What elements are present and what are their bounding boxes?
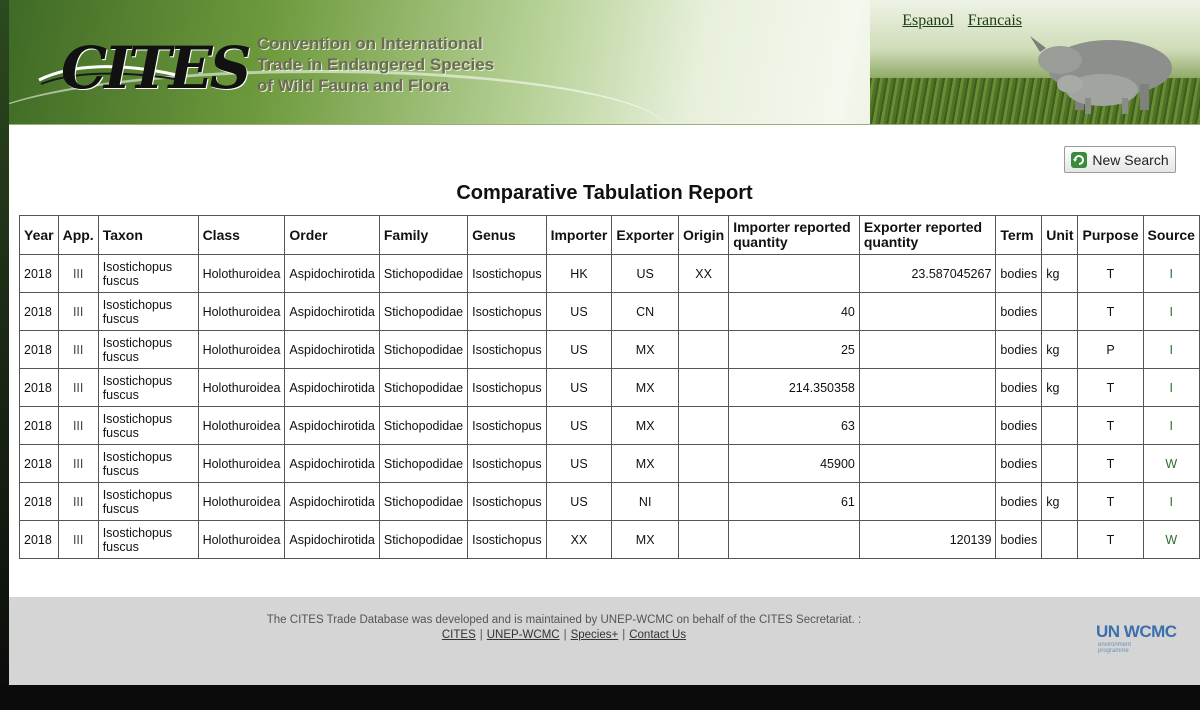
report-table-body (20, 255, 1200, 559)
cell-family: Stichopodidae (379, 483, 467, 521)
cell-source: I (1143, 407, 1200, 445)
cites-logo-text: CITES (61, 34, 249, 102)
footer-links (9, 628, 1119, 643)
column-header-purpose[interactable]: Purpose (1078, 216, 1143, 255)
new-search-label: New Search (1092, 151, 1169, 168)
cell-term: bodies (996, 445, 1042, 483)
cell-exporter: MX (612, 521, 679, 559)
table-row (20, 407, 1200, 445)
footer-link-species-plus[interactable]: Species+ (570, 629, 619, 641)
table-header-row (20, 216, 1200, 255)
column-header-app[interactable]: App. (58, 216, 98, 255)
cell-source: I (1143, 331, 1200, 369)
cell-genus: Isostichopus (468, 483, 546, 521)
site-title-line-1: Convention on International (257, 34, 483, 53)
footer-link-cites[interactable]: CITES (441, 629, 476, 641)
cell-year: 2018 (20, 407, 59, 445)
cell-exporter-quantity (859, 293, 996, 331)
cell-purpose: T (1078, 369, 1143, 407)
cell-genus: Isostichopus (468, 407, 546, 445)
table-row (20, 521, 1200, 559)
cell-importer: US (546, 483, 612, 521)
cell-family: Stichopodidae (379, 293, 467, 331)
cell-order: Aspidochirotida (285, 483, 379, 521)
cell-taxon: Isostichopus fuscus (98, 255, 198, 293)
cell-origin (678, 369, 728, 407)
cell-year: 2018 (20, 483, 59, 521)
cell-year: 2018 (20, 369, 59, 407)
cell-year: 2018 (20, 331, 59, 369)
cell-appendix: III (58, 407, 98, 445)
cell-exporter-quantity (859, 483, 996, 521)
cell-exporter-quantity (859, 407, 996, 445)
cell-importer: US (546, 445, 612, 483)
cell-term: bodies (996, 521, 1042, 559)
site-header (9, 0, 1200, 125)
cell-importer: US (546, 407, 612, 445)
cell-unit: kg (1042, 331, 1078, 369)
column-header-year[interactable]: Year (20, 216, 59, 255)
cell-genus: Isostichopus (468, 445, 546, 483)
unep-logo-subtitle (1098, 642, 1131, 654)
cell-importer: HK (546, 255, 612, 293)
column-header-source[interactable]: Source (1143, 216, 1200, 255)
cell-term: bodies (996, 293, 1042, 331)
cell-importer-quantity: 61 (729, 483, 860, 521)
cell-family: Stichopodidae (379, 445, 467, 483)
column-header-exporter-quantity[interactable]: Exporter reported quantity (859, 216, 996, 255)
cell-origin (678, 521, 728, 559)
column-header-importer-quantity[interactable]: Importer reported quantity (729, 216, 860, 255)
table-row (20, 483, 1200, 521)
cell-source: W (1143, 521, 1200, 559)
table-row (20, 369, 1200, 407)
footer-text-block (9, 613, 1119, 643)
cell-class: Holothuroidea (198, 407, 285, 445)
cell-term: bodies (996, 483, 1042, 521)
cell-exporter-quantity: 120139 (859, 521, 996, 559)
cell-source: I (1143, 255, 1200, 293)
report-title: Comparative Tabulation Report (456, 182, 753, 204)
cell-order: Aspidochirotida (285, 331, 379, 369)
cell-class: Holothuroidea (198, 331, 285, 369)
cell-appendix: III (58, 521, 98, 559)
cell-family: Stichopodidae (379, 407, 467, 445)
cell-importer-quantity: 45900 (729, 445, 860, 483)
cell-origin (678, 483, 728, 521)
cell-purpose: T (1078, 255, 1143, 293)
cites-logo[interactable] (31, 18, 249, 102)
cell-appendix: III (58, 255, 98, 293)
cell-exporter-quantity (859, 369, 996, 407)
cell-taxon: Isostichopus fuscus (98, 445, 198, 483)
table-row (20, 445, 1200, 483)
column-header-term[interactable]: Term (996, 216, 1042, 255)
cell-taxon: Isostichopus fuscus (98, 407, 198, 445)
cell-exporter: MX (612, 407, 679, 445)
cell-year: 2018 (20, 293, 59, 331)
footer-separator: | (563, 629, 567, 641)
cell-unit: kg (1042, 483, 1078, 521)
cell-order: Aspidochirotida (285, 369, 379, 407)
cell-unit (1042, 445, 1078, 483)
cell-taxon: Isostichopus fuscus (98, 369, 198, 407)
cell-purpose: T (1078, 483, 1143, 521)
refresh-icon (1071, 152, 1087, 168)
cell-source: W (1143, 445, 1200, 483)
cell-exporter-quantity (859, 445, 996, 483)
cell-genus: Isostichopus (468, 255, 546, 293)
cell-importer-quantity: 63 (729, 407, 860, 445)
bottom-black-bar (0, 685, 1200, 710)
column-header-family[interactable]: Family (379, 216, 467, 255)
cell-family: Stichopodidae (379, 255, 467, 293)
cell-taxon: Isostichopus fuscus (98, 521, 198, 559)
language-link-espanol[interactable]: Espanol (902, 12, 954, 29)
footer-separator: | (622, 629, 626, 641)
cell-appendix: III (58, 293, 98, 331)
cell-importer: US (546, 293, 612, 331)
table-row (20, 331, 1200, 369)
cell-term: bodies (996, 369, 1042, 407)
footer-credit: The CITES Trade Database was developed and is maintained by UNEP-WCMC on behalf of the CITES Secretariat. : (266, 614, 862, 626)
cell-unit: kg (1042, 369, 1078, 407)
cell-exporter: MX (612, 369, 679, 407)
cell-importer-quantity: 40 (729, 293, 860, 331)
cell-origin (678, 331, 728, 369)
cell-order: Aspidochirotida (285, 445, 379, 483)
cell-family: Stichopodidae (379, 331, 467, 369)
cell-appendix: III (58, 445, 98, 483)
unep-logo-subtitle-line: programme (1098, 648, 1129, 654)
cell-appendix: III (58, 483, 98, 521)
unep-logo-subtitle-line: environment (1098, 642, 1132, 648)
cell-order: Aspidochirotida (285, 255, 379, 293)
cell-unit: kg (1042, 255, 1078, 293)
cell-year: 2018 (20, 445, 59, 483)
language-links (892, 12, 1022, 30)
cell-importer-quantity: 214.350358 (729, 369, 860, 407)
table-row (20, 255, 1200, 293)
language-link-francais[interactable]: Francais (967, 12, 1022, 29)
cell-unit (1042, 407, 1078, 445)
cell-purpose: T (1078, 445, 1143, 483)
cell-genus: Isostichopus (468, 331, 546, 369)
cell-purpose: T (1078, 521, 1143, 559)
cell-order: Aspidochirotida (285, 293, 379, 331)
cell-source: I (1143, 293, 1200, 331)
site-footer (9, 597, 1200, 685)
cell-class: Holothuroidea (198, 445, 285, 483)
cell-unit (1042, 521, 1078, 559)
cell-source: I (1143, 369, 1200, 407)
cell-exporter: MX (612, 331, 679, 369)
cell-exporter: US (612, 255, 679, 293)
site-title-line-2: Trade in Endangered Species (257, 55, 495, 74)
cell-genus: Isostichopus (468, 521, 546, 559)
column-header-origin[interactable]: Origin (678, 216, 728, 255)
column-header-genus[interactable]: Genus (468, 216, 546, 255)
cell-importer-quantity: 25 (729, 331, 860, 369)
cell-exporter: NI (612, 483, 679, 521)
cell-genus: Isostichopus (468, 293, 546, 331)
cell-family: Stichopodidae (379, 521, 467, 559)
cell-taxon: Isostichopus fuscus (98, 331, 198, 369)
cell-appendix: III (58, 369, 98, 407)
cell-order: Aspidochirotida (285, 407, 379, 445)
cell-order: Aspidochirotida (285, 521, 379, 559)
column-header-exporter[interactable]: Exporter (612, 216, 679, 255)
footer-link-contact-us[interactable]: Contact Us (629, 629, 687, 641)
cell-origin (678, 445, 728, 483)
cell-genus: Isostichopus (468, 369, 546, 407)
column-header-importer[interactable]: Importer (546, 216, 612, 255)
cell-year: 2018 (20, 521, 59, 559)
cell-importer: XX (546, 521, 612, 559)
footer-link-unep-wcmc[interactable]: UNEP-WCMC (486, 629, 560, 641)
cell-importer-quantity (729, 521, 860, 559)
main-content (9, 125, 1200, 597)
cell-taxon: Isostichopus fuscus (98, 293, 198, 331)
site-title-line-3: of Wild Fauna and Flora (257, 76, 450, 95)
new-search-button[interactable] (1064, 146, 1176, 173)
cell-exporter-quantity: 23.587045267 (859, 255, 996, 293)
cell-exporter: MX (612, 445, 679, 483)
cell-exporter-quantity (859, 331, 996, 369)
site-title (257, 33, 557, 96)
column-header-unit[interactable]: Unit (1042, 216, 1078, 255)
cell-taxon: Isostichopus fuscus (98, 483, 198, 521)
table-row (20, 293, 1200, 331)
cell-term: bodies (996, 331, 1042, 369)
cell-class: Holothuroidea (198, 521, 285, 559)
cell-purpose: P (1078, 331, 1143, 369)
cell-class: Holothuroidea (198, 369, 285, 407)
cell-family: Stichopodidae (379, 369, 467, 407)
cell-class: Holothuroidea (198, 255, 285, 293)
column-header-class[interactable]: Class (198, 216, 285, 255)
cell-exporter: CN (612, 293, 679, 331)
column-header-order[interactable]: Order (285, 216, 379, 255)
cell-term: bodies (996, 255, 1042, 293)
cell-class: Holothuroidea (198, 483, 285, 521)
cell-origin (678, 293, 728, 331)
column-header-taxon[interactable]: Taxon (98, 216, 198, 255)
cell-purpose: T (1078, 407, 1143, 445)
cell-origin: XX (678, 255, 728, 293)
cell-unit (1042, 293, 1078, 331)
cell-appendix: III (58, 331, 98, 369)
footer-separator: | (479, 629, 483, 641)
report-table (19, 215, 1200, 559)
cell-origin (678, 407, 728, 445)
cell-term: bodies (996, 407, 1042, 445)
cell-purpose: T (1078, 293, 1143, 331)
cell-source: I (1143, 483, 1200, 521)
cell-year: 2018 (20, 255, 59, 293)
cell-importer: US (546, 331, 612, 369)
cell-class: Holothuroidea (198, 293, 285, 331)
page-left-edge (0, 0, 9, 710)
unep-wcmc-logo[interactable]: UN WCMC (1096, 622, 1177, 641)
cell-importer: US (546, 369, 612, 407)
cell-importer-quantity (729, 255, 860, 293)
